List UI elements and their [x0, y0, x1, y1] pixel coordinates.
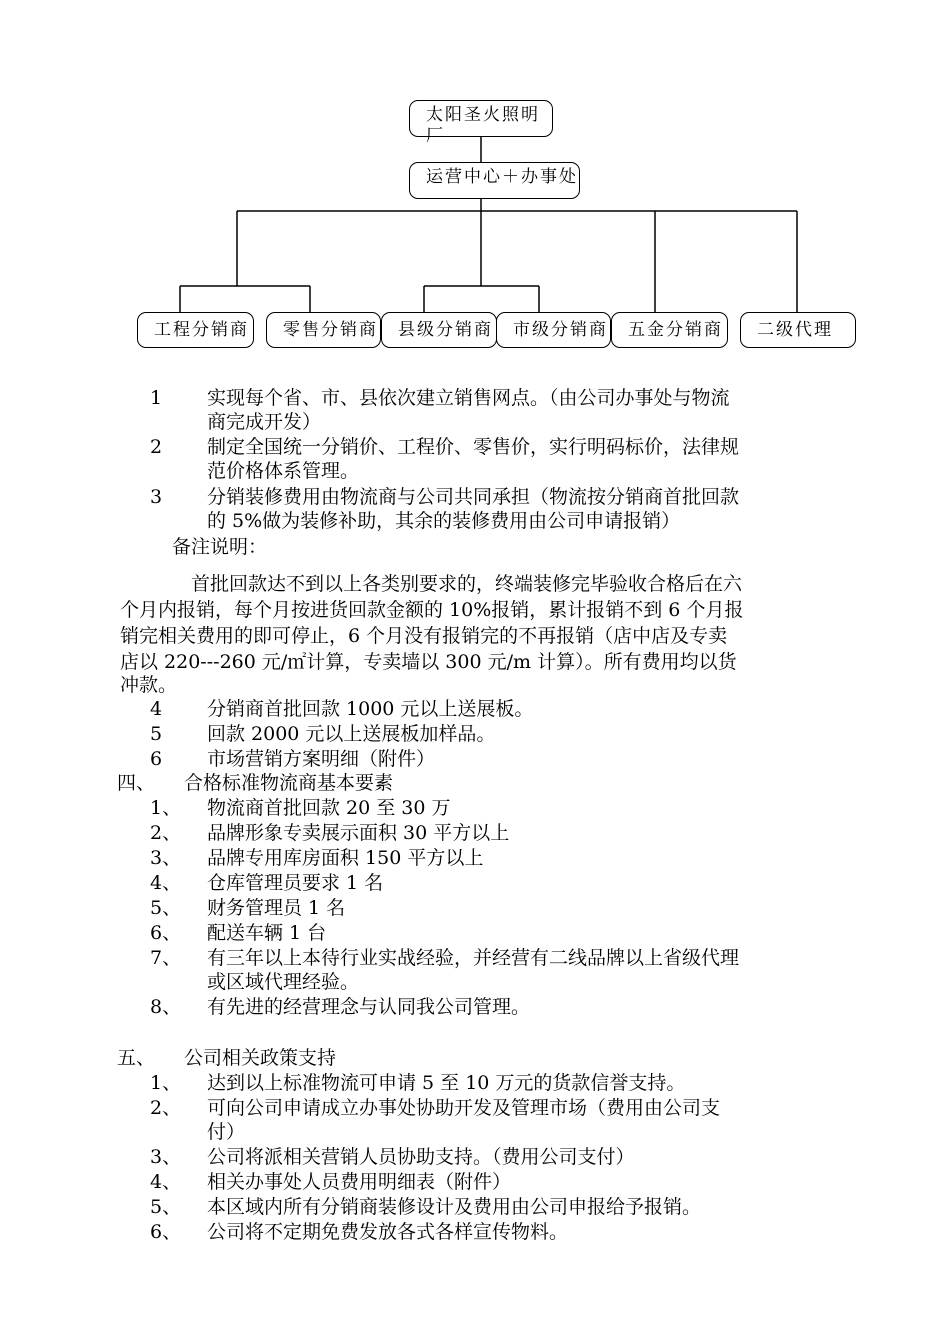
- list-item-text-cont: 或区域代理经验。: [207, 971, 360, 993]
- list-item-number: 1: [150, 387, 163, 409]
- list-item-text: 本区域内所有分销商装修设计及费用由公司申报给予报销。: [207, 1196, 702, 1218]
- list-item-text: 有先进的经营理念与认同我公司管理。: [207, 996, 531, 1018]
- list-item-text: 分销装修费用由物流商与公司共同承担（物流按分销商首批回款: [207, 486, 740, 508]
- list-item-text: 物流商首批回款 20 至 30 万: [207, 797, 451, 819]
- list-item-number: 5、: [150, 897, 182, 919]
- list-item-text: 仓库管理员要求 1 名: [207, 872, 384, 894]
- list-item-number: 4、: [150, 872, 182, 894]
- list-item-text: 实现每个省、市、县依次建立销售网点。（由公司办事处与物流: [207, 387, 730, 409]
- list-item-text: 分销商首批回款 1000 元以上送展板。: [207, 698, 534, 720]
- list-item-number: 3、: [150, 1146, 182, 1168]
- org-node-city-distributor: 市级分销商: [496, 312, 611, 348]
- list-item-number: 2、: [150, 1097, 182, 1119]
- org-node-secondary-agent: 二级代理: [740, 312, 856, 348]
- list-item-text: 可向公司申请成立办事处协助开发及管理市场（费用由公司支: [207, 1097, 721, 1119]
- list-item-text: 配送车辆 1 台: [207, 922, 327, 944]
- list-item-text: 公司将不定期免费发放各式各样宣传物料。: [207, 1221, 569, 1243]
- list-item-number: 3: [150, 486, 163, 508]
- org-node-hardware-distributor: 五金分销商: [611, 312, 728, 348]
- section-title: 合格标准物流商基本要素: [184, 772, 394, 794]
- list-item-number: 6、: [150, 1221, 182, 1243]
- list-item-number: 2、: [150, 822, 182, 844]
- list-item-text: 财务管理员 1 名: [207, 897, 346, 919]
- list-item-number: 2: [150, 436, 163, 458]
- list-item-number: 4: [150, 698, 163, 720]
- list-item-number: 1、: [150, 797, 182, 819]
- remark-line: 店以 220---260 元/㎡计算，专卖墙以 300 元/m 计算）。所有费用均以货: [120, 651, 737, 673]
- list-item-number: 8、: [150, 996, 182, 1018]
- section-title: 公司相关政策支持: [184, 1047, 337, 1069]
- org-node-engineering-distributor: 工程分销商: [137, 312, 254, 348]
- org-node-factory: 太阳圣火照明厂: [409, 100, 553, 137]
- list-item-text: 相关办事处人员费用明细表（附件）: [207, 1171, 512, 1193]
- list-item-number: 5: [150, 723, 163, 745]
- list-item-number: 1、: [150, 1072, 182, 1094]
- list-item-number: 7、: [150, 947, 182, 969]
- list-item-text: 市场营销方案明细（附件）: [207, 748, 436, 770]
- list-item-text-cont: 商完成开发）: [207, 411, 322, 433]
- remark-line: 冲款。: [120, 674, 178, 696]
- section-number: 四、: [117, 772, 156, 794]
- list-item-number: 4、: [150, 1171, 182, 1193]
- list-item-text: 有三年以上本待行业实战经验，并经营有二线品牌以上省级代理: [207, 947, 740, 969]
- list-item-number: 3、: [150, 847, 182, 869]
- remark-title: 备注说明：: [172, 536, 268, 558]
- list-item-number: 6、: [150, 922, 182, 944]
- list-item-text-cont: 付）: [207, 1121, 246, 1143]
- list-item-number: 5、: [150, 1196, 182, 1218]
- remark-line: 首批回款达不到以上各类别要求的，终端装修完毕验收合格后在六: [191, 573, 743, 595]
- remark-line: 销完相关费用的即可停止，6 个月没有报销完的不再报销（店中店及专卖: [120, 625, 728, 647]
- list-item-number: 6: [150, 748, 163, 770]
- org-node-retail-distributor: 零售分销商: [266, 312, 381, 348]
- list-item-text-cont: 范价格体系管理。: [207, 460, 360, 482]
- remark-line: 个月内报销，每个月按进货回款金额的 10%报销，累计报销不到 6 个月报: [120, 599, 744, 621]
- list-item-text: 回款 2000 元以上送展板加样品。: [207, 723, 496, 745]
- org-node-operations-center: 运营中心＋办事处: [409, 162, 580, 199]
- list-item-text: 品牌形象专卖展示面积 30 平方以上: [207, 822, 510, 844]
- list-item-text: 制定全国统一分销价、工程价、零售价，实行明码标价，法律规: [207, 436, 740, 458]
- org-node-county-distributor: 县级分销商: [381, 312, 497, 348]
- list-item-text-cont: 的 5%做为装修补助，其余的装修费用由公司申请报销）: [207, 510, 681, 532]
- list-item-text: 品牌专用库房面积 150 平方以上: [207, 847, 484, 869]
- list-item-text: 达到以上标准物流可申请 5 至 10 万元的货款信誉支持。: [207, 1072, 686, 1094]
- list-item-text: 公司将派相关营销人员协助支持。（费用公司支付）: [207, 1146, 635, 1168]
- section-number: 五、: [117, 1047, 156, 1069]
